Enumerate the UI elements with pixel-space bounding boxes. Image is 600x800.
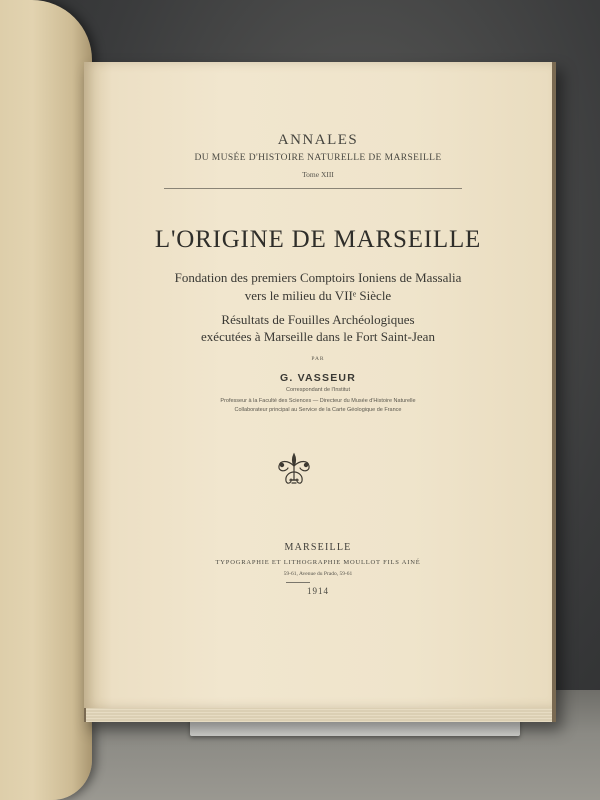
subtitle-line-2: vers le milieu du VIIᵉ Siècle bbox=[244, 288, 392, 303]
left-page-curl bbox=[0, 0, 92, 800]
author-credential-3: Collaborateur principal au Service de la Carte Géologique de France bbox=[234, 407, 402, 413]
subtitle-line-4: exécutées à Marseille dans le Fort Saint-Jean bbox=[201, 329, 435, 344]
header-rule bbox=[164, 188, 462, 189]
title-page bbox=[84, 62, 552, 708]
author-credential-1: Correspondant de l'Institut bbox=[285, 387, 351, 393]
subtitle-line-3: Résultats de Fouilles Archéologiques bbox=[221, 312, 415, 327]
tome-number: Tome XIII bbox=[302, 170, 334, 179]
fleuron-ornament-icon bbox=[274, 450, 314, 488]
author-credential-2: Professeur à la Faculté des Sciences — Directeur du Musée d'Histoire Naturelle bbox=[220, 398, 416, 404]
publisher-city: MARSEILLE bbox=[284, 542, 352, 553]
by-label: PAR bbox=[311, 356, 325, 362]
series-subtitle: DU MUSÉE D'HISTOIRE NATURELLE DE MARSEILLE bbox=[194, 153, 442, 163]
subtitle-line-1: Fondation des premiers Comptoirs Ioniens de Massalia bbox=[174, 270, 462, 285]
publisher-address: 59-61, Avenue du Prado, 59-61 bbox=[283, 571, 353, 577]
main-title: L'ORIGINE DE MARSEILLE bbox=[154, 226, 482, 253]
series-title: ANNALES bbox=[277, 132, 359, 148]
page-edges bbox=[86, 706, 552, 722]
footer-rule bbox=[286, 582, 310, 583]
author-name: G. VASSEUR bbox=[280, 372, 356, 384]
publication-year: 1914 bbox=[307, 586, 329, 596]
publisher-name: TYPOGRAPHIE ET LITHOGRAPHIE MOULLOT FILS AINÉ bbox=[215, 559, 421, 566]
